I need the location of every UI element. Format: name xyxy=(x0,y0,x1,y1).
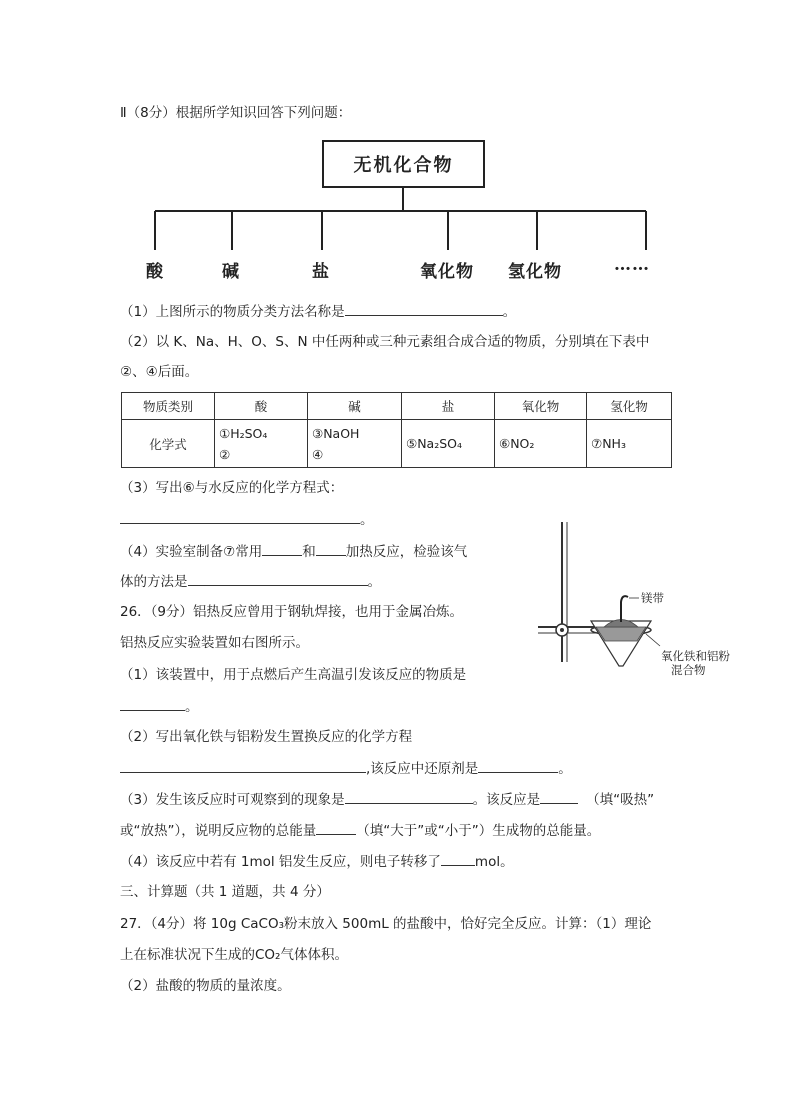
tree-node-hydride: 氢化物 xyxy=(508,262,562,282)
q26-p2-line1: （2）写出氧化铁与铝粉发生置换反应的化学方程 xyxy=(120,729,413,745)
q26-p3-blank-3[interactable] xyxy=(316,821,356,835)
tree-node-salt: 盐 xyxy=(312,262,330,282)
q2-line2: ②、④后面。 xyxy=(120,364,199,380)
table-header: 碱 xyxy=(308,393,402,420)
q4-line2: 体的方法是 。 xyxy=(120,574,381,590)
section3-heading: 三、计算题（共 1 道题，共 4 分） xyxy=(120,884,330,900)
label-mixture-line2: 混合物 xyxy=(671,663,706,677)
label-mixture-line1: 氧化铁和铝粉 xyxy=(661,649,730,663)
q3-answer-line: 。 xyxy=(120,510,374,529)
section2-heading: Ⅱ（8分）根据所学知识回答下列问题： xyxy=(120,105,352,121)
q26-p2-blank-2[interactable] xyxy=(478,759,558,773)
tree-node-base: 碱 xyxy=(222,262,240,282)
q26-p2-blank-1[interactable] xyxy=(120,759,366,773)
q1-line: （1）上图所示的物质分类方法名称是 。 xyxy=(120,304,517,320)
base-cell[interactable]: ③NaOH ④ xyxy=(308,420,402,468)
salt-cell: ⑤Na₂SO₄ xyxy=(402,420,495,468)
table-header: 氧化物 xyxy=(495,393,587,420)
hydride-cell: ⑦NH₃ xyxy=(587,420,672,468)
tree-root: 无机化合物 xyxy=(322,140,485,188)
table-header: 氢化物 xyxy=(587,393,672,420)
q4-line1: （4）实验室制备⑦常用 和 加热反应，检验该气 xyxy=(120,544,468,560)
q26-p3-blank-2[interactable] xyxy=(540,790,578,804)
q2-line1: （2）以 K、Na、H、O、S、N 中任两种或三种元素组合成合适的物质，分别填在下表中 xyxy=(120,334,650,350)
row-label: 化学式 xyxy=(122,420,215,468)
q26-p4-line: （4）该反应中若有 1mol 铝发生反应，则电子转移了 mol。 xyxy=(120,854,514,870)
tree-node-ellipsis: …… xyxy=(614,255,650,275)
table-header: 物质类别 xyxy=(122,393,215,420)
q26-line2: 铝热反应实验装置如右图所示。 xyxy=(120,635,309,651)
q26-p1-line1: （1）该装置中，用于点燃后产生高温引发该反应的物质是 xyxy=(120,667,467,683)
q26-p2-line2: ,该反应中还原剂是 。 xyxy=(120,759,572,778)
oxide-cell: ⑥NO₂ xyxy=(495,420,587,468)
q26-p1-answer: 。 xyxy=(120,697,199,716)
tree-node-acid: 酸 xyxy=(146,262,164,282)
q26-p4-blank[interactable] xyxy=(441,852,475,866)
q26-p3-line2: 或“放热”），说明反应物的总能量 （填“大于”或“小于”）生成物的总能量。 xyxy=(120,823,601,839)
tree-node-oxide: 氧化物 xyxy=(420,262,474,282)
q3-line1: （3）写出⑥与水反应的化学方程式： xyxy=(120,480,344,496)
q26-p3-blank-1[interactable] xyxy=(345,790,473,804)
q27-line2: 上在标准状况下生成的CO₂气体体积。 xyxy=(120,947,348,963)
q27-line1: 27．（4分）将 10g CaCO₃粉末放入 500mL 的盐酸中，恰好完全反应。计算：（1）理论 xyxy=(120,916,652,932)
q27-line3: （2）盐酸的物质的量浓度。 xyxy=(120,978,291,994)
q26-line1: 26．（9分）铝热反应曾用于钢轨焊接，也用于金属冶炼。 xyxy=(120,604,464,620)
table-header: 盐 xyxy=(402,393,495,420)
q26-p3-line1: （3）发生该反应时可观察到的现象是 。该反应是 （填“吸热” xyxy=(120,792,655,808)
table-header: 酸 xyxy=(215,393,308,420)
acid-cell[interactable]: ①H₂SO₄ ② xyxy=(215,420,308,468)
label-magnesium-ribbon: 镁带 xyxy=(641,591,664,605)
